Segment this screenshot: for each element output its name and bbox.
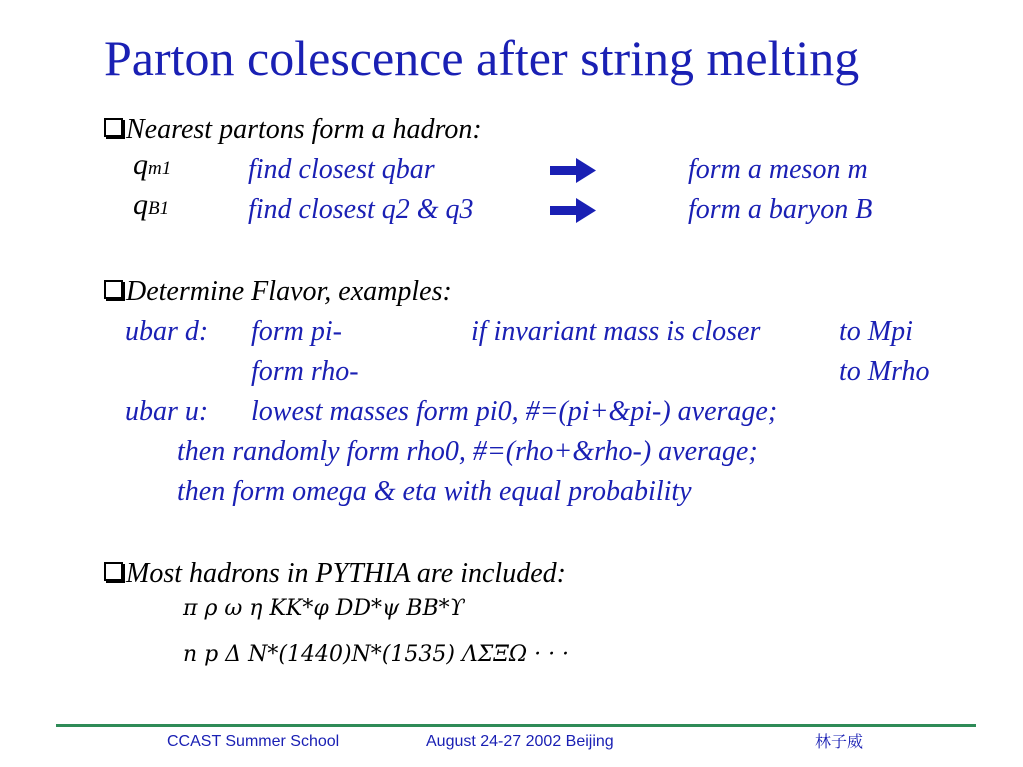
section3-heading: Most hadrons in PYTHIA are included: (126, 558, 566, 589)
row1-action: find closest qbar (248, 154, 435, 185)
row2-result: form a baryon B (688, 194, 873, 225)
to-mpi: to Mpi (839, 316, 913, 347)
form-rho-minus: form rho- (251, 356, 359, 387)
right-arrow-icon (550, 198, 598, 228)
checkbox-bullet-icon (104, 280, 123, 299)
section3-heading-row (104, 557, 566, 591)
randomly-form-rho0-line: then randomly form rho0, #=(rho+&rho-) average; (177, 436, 758, 467)
ubar-u-label: ubar u: (125, 396, 209, 427)
right-arrow-icon (550, 158, 598, 188)
footer-divider (56, 724, 976, 727)
section2-heading: Determine Flavor, examples: (126, 276, 452, 307)
lowest-masses-line: lowest masses form pi0, #=(pi+&pi-) average; (251, 396, 778, 427)
page-title: Parton colescence after string melting (104, 30, 860, 86)
to-mrho: to Mrho (839, 356, 930, 387)
row2-action: find closest q2 & q3 (248, 194, 474, 225)
section1-heading: Nearest partons form a hadron: (126, 114, 482, 145)
ubar-d-label: ubar d: (125, 316, 209, 347)
section1-heading-row (104, 113, 482, 147)
invariant-mass-condition: if invariant mass is closer (471, 316, 761, 347)
quark-symbol-b1: qB1 (133, 188, 170, 221)
hadron-formula-line1: π ρ ω η KK*φ DD*ψ BB*ϒ (183, 596, 465, 621)
omega-eta-line: then form omega & eta with equal probability (177, 476, 692, 507)
hadron-formula-line2: n p Δ N*(1440)N*(1535) ΛΣΞΩ · · · (183, 642, 570, 667)
checkbox-bullet-icon (104, 562, 123, 581)
form-pi-minus: form pi- (251, 316, 342, 347)
row1-result: form a meson m (688, 154, 868, 185)
footer-dates: August 24-27 2002 Beijing (426, 733, 614, 750)
footer-author: 林子威 (815, 732, 864, 751)
checkbox-bullet-icon (104, 118, 123, 137)
footer-school: CCAST Summer School (167, 733, 340, 750)
quark-symbol-m1: qm1 (133, 148, 172, 181)
section2-heading-row (104, 275, 452, 309)
